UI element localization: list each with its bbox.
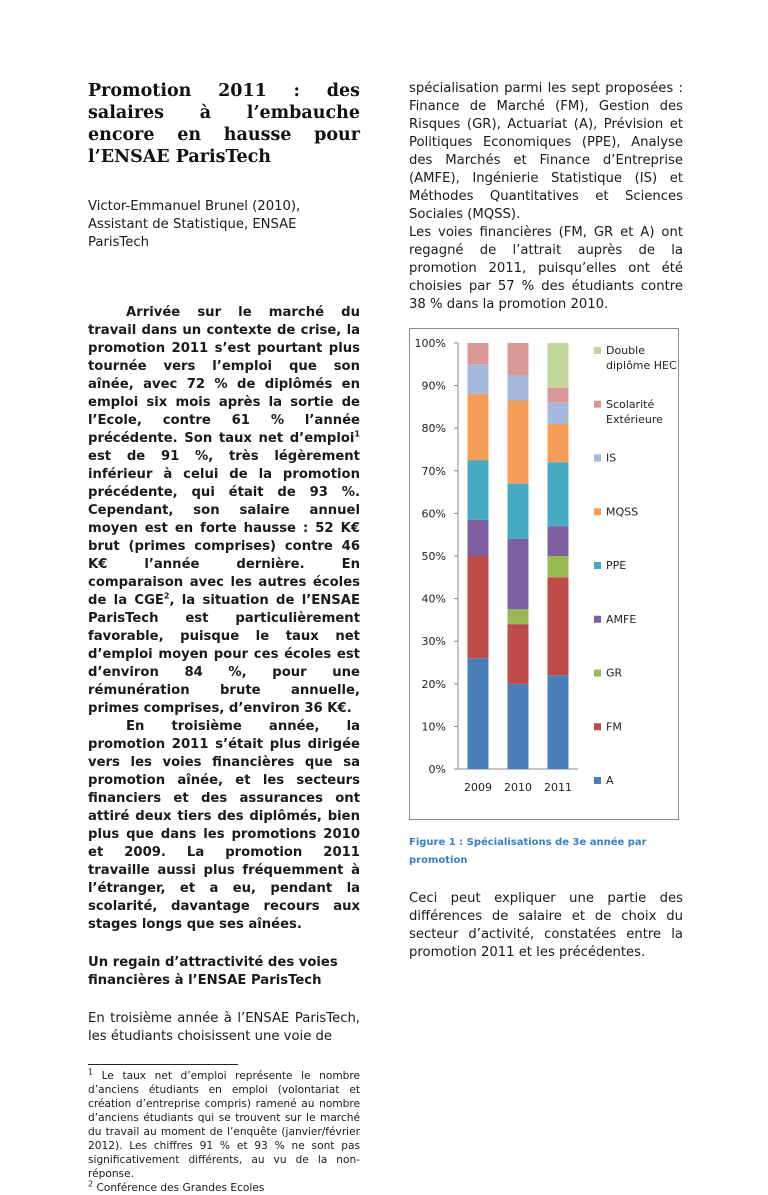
bar-segment-a (548, 675, 569, 769)
y-tick-label: 50% (421, 550, 446, 563)
legend-swatch (594, 723, 601, 730)
author-line: Victor-Emmanuel Brunel (2010), Assistant de Statistique, ENSAE ParisTech (88, 199, 301, 250)
bar-segment-gr (508, 609, 529, 624)
bar-segment-fm (548, 577, 569, 675)
article-title: Promotion 2011 : des salaires à l’embauche encore en hausse pour l’ENSAE ParisTech (88, 81, 360, 167)
specialisation-chart (409, 328, 679, 820)
bar-segment-mqss (548, 424, 569, 462)
right-paragraph-2: Les voies financières (FM, GR et A) ont regagné de l’attrait auprès de la promotion 2011, puisqu’elles ont été choisies par 57 % des étudiants contre 38 % dans la promotion 2010. (409, 225, 683, 312)
section-heading: Un regain d’attractivité des voies financières à l’ENSAE ParisTech (88, 955, 338, 988)
footnote-1 (88, 1069, 360, 1181)
bar-segment-amfe (468, 520, 489, 556)
footnote-1-mark: 1 (88, 1067, 94, 1077)
bar-segment-scolarit-ext-rieure (508, 343, 529, 375)
right-column (409, 80, 683, 962)
footnote-2-text: Conférence des Grandes Ecoles (96, 1182, 265, 1194)
x-tick-label: 2009 (464, 781, 492, 794)
bar-segment-a (468, 658, 489, 769)
y-tick-label: 20% (421, 677, 446, 691)
bar-segment-is (468, 364, 489, 394)
legend-swatch (594, 777, 601, 784)
y-tick-label: 60% (421, 507, 446, 521)
y-tick-label: 30% (421, 635, 446, 649)
legend-swatch (594, 455, 601, 462)
bar-segment-a (508, 684, 529, 769)
bar-segment-fm (508, 624, 529, 684)
y-tick-label: 40% (421, 592, 446, 606)
legend-label: GR (606, 666, 623, 680)
legend-label: MQSS (606, 505, 639, 519)
intro-text-b: est de 91 %, très légèrement inférieur à celui de la promotion précédente, qui était de 93 %. Cependant, son salaire annuel moyen est en forte hausse : 52 K€ brut (primes comprises) contre 46 K€ l’année dernière. En comparaison avec les autres écoles de la CGE (88, 449, 360, 608)
legend-swatch (594, 670, 601, 677)
y-tick-label: 80% (421, 422, 446, 436)
intro-paragraph-1 (88, 304, 360, 718)
y-tick-label: 70% (421, 464, 446, 478)
legend-swatch (594, 347, 601, 354)
chart-svg (410, 329, 678, 819)
footnote-2-mark: 2 (88, 1179, 94, 1189)
legend-swatch (594, 562, 601, 569)
footnote-ref-1: 1 (354, 429, 360, 439)
right-paragraph-1: spécialisation parmi les sept proposées : Finance de Marché (FM), Gestion des Risques (GR), Actuariat (A), Prévision et Politiques Economiques (PPE), Analyse des Marchés et Finance d’Entreprise (AMFE), Ingénierie Statistique (IS) et Méthodes Quantitatives et Sciences Sociales (MQSS). (409, 81, 683, 222)
figure-caption: Figure 1 : Spécialisations de 3e année par promotion (409, 837, 647, 866)
intro-text-c: , la situation de l’ENSAE ParisTech est particulièrement favorable, puisque le taux net d’emploi moyen pour ces écoles est d’environ 84 %, pour une rémunération brute annuelle, primes comprises, d’environ 36 K€. (88, 593, 360, 716)
legend-swatch (594, 508, 601, 515)
intro-paragraph-2: En troisième année, la promotion 2011 s’était plus dirigée vers les voies financières que sa promotion aînée, et les secteurs financiers et des assurances ont attiré deux tiers des diplômés, bien plus que dans les promotions 2010 et 2009. La promotion 2011 travaille aussi plus fréquemment à l’étranger, et a eu, pendant la scolarité, davantage recours aux stages longs que ses aînées. (88, 719, 360, 932)
legend-label: A (606, 774, 614, 787)
bar-segment-ppe (508, 484, 529, 539)
bar-segment-is (508, 375, 529, 401)
legend-label: Scolarité Extérieure (606, 397, 663, 426)
y-tick-label: 90% (421, 379, 446, 393)
legend-label: Double diplôme HEC (606, 344, 677, 372)
legend-label: PPE (606, 559, 627, 572)
bar-segment-is (548, 403, 569, 424)
bar-segment-amfe (548, 526, 569, 556)
x-tick-label: 2011 (544, 781, 572, 794)
y-tick-label: 100% (414, 337, 446, 350)
footnote-2 (88, 1181, 360, 1195)
bar-segment-mqss (508, 401, 529, 484)
section-paragraph: En troisième année à l’ENSAE ParisTech, les étudiants choisissent une voie de (88, 1011, 360, 1044)
y-tick-label: 10% (421, 720, 446, 734)
legend-label: IS (606, 451, 617, 465)
x-tick-label: 2010 (504, 781, 532, 794)
bar-segment-amfe (508, 539, 529, 609)
bar-segment-gr (548, 556, 569, 577)
bar-segment-ppe (548, 462, 569, 526)
bar-segment-scolarit-ext-rieure (468, 343, 489, 364)
legend-swatch (594, 401, 601, 408)
bar-segment-scolarit-ext-rieure (548, 388, 569, 403)
bar-segment-fm (468, 556, 489, 658)
intro-text-a: Arrivée sur le marché du travail dans un contexte de crise, la promotion 2011 s’est pourtant plus tournée vers l’emploi que son aînée, avec 72 % de diplômés en emploi six mois après la sortie de l’Ecole, contre 61 % l’année précédente. Son taux net d’emploi (88, 305, 360, 446)
legend-label: FM (606, 720, 622, 734)
footnote-divider (88, 1064, 238, 1065)
intro-block (88, 304, 360, 934)
footnote-ref-2: 2 (163, 591, 170, 601)
y-tick-label: 0% (428, 763, 446, 776)
legend-label: AMFE (606, 612, 637, 626)
bar-segment-mqss (468, 394, 489, 460)
footnote-1-text: Le taux net d’emploi représente le nombre d’anciens étudiants en emploi (volontariat et création d’entreprise compris) ramené au nombre d’anciens étudiants qui se trouvent sur le marché du travail au moment de l’enquête (janvier/février 2012). Les chiffres 91 % et 93 % ne sont pas significativement différents, au vu de la non-réponse. (88, 1070, 360, 1180)
legend-swatch (594, 616, 601, 623)
bar-segment-ppe (468, 460, 489, 520)
bar-segment-double-dipl-me-hec (548, 343, 569, 388)
left-column (88, 80, 360, 1195)
conclusion-paragraph: Ceci peut expliquer une partie des différences de salaire et de choix du secteur d’activité, constatées entre la promotion 2011 et les précédentes. (409, 891, 683, 960)
